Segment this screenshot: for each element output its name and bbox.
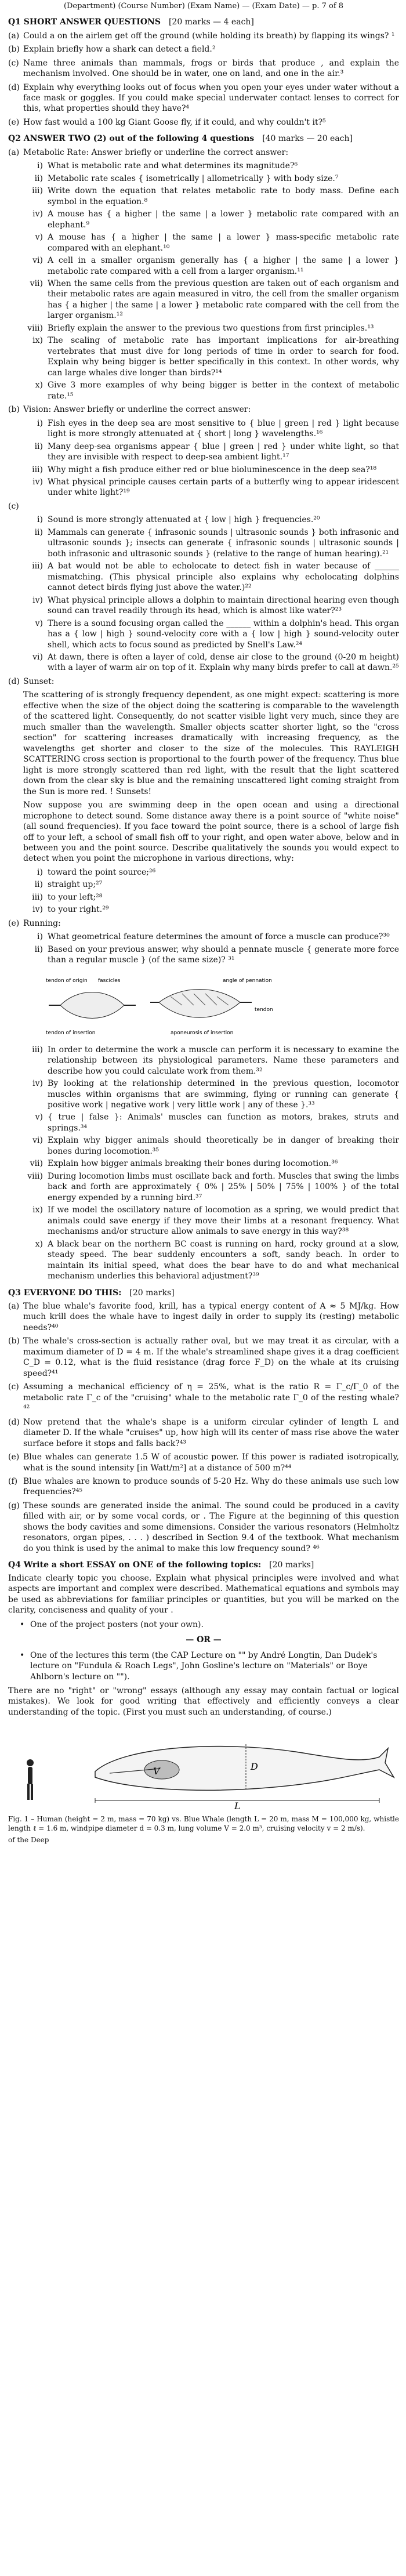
item-text: How fast would a 100 kg Giant Goose fly, if it could, and why couldn't it?⁵ bbox=[23, 117, 326, 127]
item-label: vii) bbox=[30, 279, 43, 288]
sub-question bbox=[23, 477, 399, 498]
part-heading bbox=[8, 147, 399, 158]
label-D: D bbox=[251, 1761, 258, 1773]
item-label: x) bbox=[35, 381, 43, 390]
question-1-title: Q1 SHORT ANSWER QUESTIONS [20 marks — 4 each] bbox=[8, 17, 254, 27]
item-label: iv) bbox=[32, 1079, 43, 1089]
sub-question bbox=[23, 1158, 399, 1169]
question-item bbox=[8, 1382, 399, 1414]
question-2-parts bbox=[8, 147, 399, 1282]
sub-question bbox=[23, 209, 399, 230]
question-1 bbox=[8, 17, 399, 128]
item-text: Explain how bigger animals breaking their bones during locomotion.³⁶ bbox=[48, 1159, 338, 1169]
item-text: Metabolic rate scales { isometrically | allometrically } with body size.⁷ bbox=[48, 173, 339, 183]
item-text: The whale's cross-section is actually rather oval, but we may treat it as circular, with a maximum diameter of D = 4 m. If the whale's streamlined shape gives it a drag coefficient C_D = 0.12, what is the fluid resistance (drag force F_D) on the whale at its cruising speed?⁴¹ bbox=[23, 1336, 399, 1378]
question-item bbox=[8, 58, 399, 79]
item-label: (b) bbox=[8, 1336, 20, 1346]
sub-question bbox=[23, 335, 399, 378]
question-part bbox=[8, 147, 399, 401]
item-text: In order to determine the work a muscle can perform it is necessary to examine the relationship between its physiological parameters. Name these parameters and describe how you could calculate work from them.³² bbox=[48, 1045, 399, 1076]
item-text: to your right.²⁹ bbox=[48, 905, 109, 915]
essay-option: • One of the lectures this term (the CAP Lecture on "" by André Longtin, Dan Dudek's lecture on "Fundula & Roach Legs", John Gosline's lecture on "Materials" or Boye Ahlborn's lecture on ""). bbox=[20, 1650, 378, 1682]
item-text: straight up;²⁷ bbox=[48, 880, 103, 890]
part-label: (c) bbox=[8, 501, 19, 511]
item-text: Explain why bigger animals should theoretically be in danger of breaking their bones during locomotion.³⁵ bbox=[48, 1136, 399, 1156]
question-part bbox=[8, 676, 399, 915]
bullet-icon: • bbox=[20, 1650, 25, 1660]
question-item bbox=[8, 1501, 399, 1554]
part-heading bbox=[8, 501, 399, 512]
question-1-items bbox=[8, 31, 399, 128]
question-item bbox=[8, 1476, 399, 1498]
item-text: Blue whales can generate 1.5 W of acoustic power. If this power is radiated isotropically, what is the sound intensity [in Watt/m²] at a distance of 500 m?⁴⁴ bbox=[23, 1452, 399, 1473]
item-label: iii) bbox=[32, 892, 43, 902]
sub-question bbox=[23, 1045, 399, 1077]
item-text: to your left;²⁸ bbox=[48, 892, 103, 902]
sub-question bbox=[23, 618, 399, 650]
part-paragraph: Now suppose you are swimming deep in the open ocean and using a directional microphone to detect sound. Some distance away there is a point source of "white noise" (all sound frequencies). If you face toward the point source, there is a school of large fish off to your left, a school of small fish off to your right, and open water above, below and in between you and the point source. Describe qualitatively the sounds you would expect to detect when you point the microphone in various directions, why: bbox=[23, 800, 399, 864]
item-text: Many deep-sea organisms appear { blue | green | red } under white light, so that they are invisible with respect to deep-sea ambient light.¹⁷ bbox=[48, 441, 399, 462]
human-silhouette-icon bbox=[27, 1759, 34, 1800]
whale-body bbox=[95, 1744, 394, 1803]
item-label: (d) bbox=[8, 82, 20, 92]
item-label: ix) bbox=[32, 1205, 43, 1215]
question-part bbox=[8, 404, 399, 498]
item-label: (c) bbox=[8, 1382, 19, 1392]
item-label: ii) bbox=[34, 880, 43, 890]
item-label: (a) bbox=[8, 1301, 20, 1311]
sub-question bbox=[23, 380, 399, 401]
item-text: Could a on the airlem get off the ground (while holding its breath) by flapping its wings? ¹ bbox=[23, 31, 395, 41]
sub-question bbox=[23, 932, 399, 942]
item-text: What physical principle causes certain parts of a butterfly wing to appear iridescent under white light?¹⁹ bbox=[48, 477, 399, 498]
sub-question bbox=[23, 1135, 399, 1157]
item-text: Now pretend that the whale's shape is a uniform circular cylinder of length L and diameter D. If the whale "cruises" up, how high will its center of mass rise above the water surface before it stops and falls back?⁴³ bbox=[23, 1417, 399, 1448]
sub-question bbox=[23, 186, 399, 207]
item-label: iv) bbox=[32, 595, 43, 605]
sub-question bbox=[23, 255, 399, 277]
item-label: vi) bbox=[32, 256, 43, 266]
sub-question bbox=[23, 652, 399, 673]
whale-illustration bbox=[8, 1722, 397, 1809]
sub-question bbox=[23, 1171, 399, 1203]
item-label: x) bbox=[35, 1239, 43, 1249]
item-label: i) bbox=[37, 932, 43, 942]
part-text: Sunset: bbox=[23, 676, 55, 686]
item-text: What geometrical feature determines the amount of force a muscle can produce?³⁰ bbox=[48, 932, 390, 942]
item-label: (f) bbox=[8, 1477, 18, 1486]
figure-caption: Fig. 1 – Human (height = 2 m, mass = 70 kg) vs. Blue Whale (length L = 20 m, mass M = 100,000 kg, whistle length ℓ = 1.6 m, windpipe diameter d = 0.3 m, lung volume V = 2.0 m³, cruising velocity v = 2 m/s). bbox=[8, 1814, 399, 1832]
pennate-muscle-diagram bbox=[43, 970, 275, 1040]
question-4 bbox=[8, 1560, 399, 1845]
item-text: Give 3 more examples of why being bigger is better in the context of metabolic rate.¹⁵ bbox=[48, 381, 399, 401]
question-item bbox=[8, 1417, 399, 1449]
sub-question bbox=[23, 515, 399, 525]
item-label: (c) bbox=[8, 58, 19, 68]
sub-question bbox=[23, 904, 399, 915]
item-text: Assuming a mechanical efficiency of η = 25%, what is the ratio R = Γ_c/Γ_0 of the metabolic rate Γ_c of the "cruising" whale to the metabolic rate Γ_0 of the resting whale?⁴² bbox=[23, 1382, 399, 1414]
label-tendon-origin: tendon of origin bbox=[46, 977, 88, 984]
label-tendon: tendon bbox=[255, 1006, 273, 1013]
sub-question bbox=[23, 879, 399, 890]
item-text: The blue whale's favorite food, krill, has a typical energy content of A ≈ 5 MJ/kg. How much krill does the whale have to ingest daily in order to supply its (resting) metabolic needs?⁴⁰ bbox=[23, 1301, 399, 1332]
part-heading bbox=[8, 918, 399, 929]
part-text: Running: bbox=[23, 918, 61, 928]
item-label: iii) bbox=[32, 1045, 43, 1055]
part-text: Vision: Answer briefly or underline the correct answer: bbox=[23, 405, 251, 415]
item-label: (e) bbox=[8, 117, 20, 127]
item-label: viii) bbox=[27, 323, 43, 333]
item-label: (d) bbox=[8, 1417, 20, 1427]
item-text: What is metabolic rate and what determines its magnitude?⁶ bbox=[48, 161, 298, 171]
question-4-closing: There are no "right" or "wrong" essays (although any essay may contain factual or logical mistakes). We look for good writing that effectively and efficiently conveys a clear understanding of the topic. (First you must such an understanding, of course.) bbox=[8, 1686, 399, 1717]
page-header: (Department) (Course Number) (Exam Name) — (Exam Date) — p. 7 of 8 bbox=[63, 2, 344, 10]
label-tendon-insertion: tendon of insertion bbox=[46, 1030, 96, 1036]
item-label: vii) bbox=[30, 1159, 43, 1169]
part-heading bbox=[8, 404, 399, 415]
sub-question bbox=[23, 561, 399, 593]
item-label: (b) bbox=[8, 45, 20, 55]
sub-question bbox=[23, 161, 399, 171]
item-text: Why might a fish produce either red or blue bioluminescence in the deep sea?¹⁸ bbox=[48, 465, 377, 474]
question-2-title: Q2 ANSWER TWO (2) out of the following 4 questions [40 marks — 20 each] bbox=[8, 134, 353, 144]
item-label: i) bbox=[37, 418, 43, 428]
item-label: (e) bbox=[8, 1452, 20, 1462]
muscle-figure bbox=[43, 970, 399, 1040]
sub-question bbox=[23, 1078, 399, 1110]
question-item bbox=[8, 82, 399, 114]
item-label: iv) bbox=[32, 905, 43, 915]
part-label: (e) bbox=[8, 918, 20, 928]
item-label: viii) bbox=[27, 1171, 43, 1181]
item-text: Fish eyes in the deep sea are most sensitive to { blue | green | red } light because light is more strongly attenuated at { short | long } wavelengths.¹⁶ bbox=[48, 418, 399, 439]
item-text: A black bear on the northern BC coast is running on hard, rocky ground at a slow, steady speed. The bear suddenly encounters a soft, sandy beach. In order to maintain its initial speed, what does the bear have to do and what mechanical mechanism underlies this behavioral adjustment?³⁹ bbox=[48, 1239, 399, 1281]
question-item bbox=[8, 44, 399, 55]
item-label: iii) bbox=[32, 186, 43, 196]
sub-question bbox=[23, 173, 399, 184]
sub-question bbox=[23, 278, 399, 321]
part-paragraph: The scattering of is strongly frequency dependent, as one might expect: scattering is more effective when the size of the object doing the scattering is comparable to the wavelength of the scattered light. Consequently, do not scatter visible light very much, since they are much smaller than the wavelength. Smaller objects scatter shorter light, so the "cross section" for scattering increases dramatically with increasing frequency, as the wavelengths get shorter and closer to the size of the molecules. This RAYLEIGH SCATTERING cross section is proportional to the fourth power of the frequency. Thus blue light is more strongly scattered than red light, with the result that the light scattered down from the clear sky is blue and the remaining unscattered light coming straight from the Sun is more red. ! Sunsets! bbox=[23, 690, 399, 796]
item-label: v) bbox=[35, 233, 43, 242]
item-text: There is a sound focusing organ called the ______ within a dolphin's head. This organ has a { low | high } sound-velocity core with a { low | high } sound-velocity outer shell, which acts to focus sound as predicted by Snell's Law.²⁴ bbox=[48, 618, 399, 650]
item-text: Name three animals than mammals, frogs or birds that produce , and explain the mechanism involved. One should be in water, one on land, and one in the air.³ bbox=[23, 58, 399, 79]
part-label: (a) bbox=[8, 147, 20, 157]
question-4-intro: Indicate clearly topic you choose. Explain what physical principles were involved and what aspects are important and complex were described. Mathematical equations and symbols may be used as abbreviations for familiar principles or quantities, but you will be marked on the clarity, conciseness and quality of your . bbox=[8, 1573, 399, 1615]
label-V: V bbox=[153, 1766, 160, 1777]
part-heading bbox=[8, 676, 399, 687]
item-text: A bat would not be able to echolocate to detect fish in water because of ______ mismatching. (This physical principle also explains why echolocating dolphins cannot detect birds flying just above the water.)²² bbox=[48, 561, 399, 593]
question-3 bbox=[8, 1288, 399, 1555]
essay-option: • One of the project posters (not your own). bbox=[20, 1619, 204, 1629]
question-3-title: Q3 EVERYONE DO THIS: [20 marks] bbox=[8, 1288, 175, 1298]
sub-question bbox=[23, 595, 399, 617]
item-text: A mouse has { a higher | the same | a lower } metabolic rate compared with an elephant.⁹ bbox=[48, 209, 399, 230]
item-text: A mouse has { a higher | the same | a lower } mass-specific metabolic rate compared with an elephant.¹⁰ bbox=[48, 233, 399, 253]
item-label: i) bbox=[37, 515, 43, 525]
item-text: Briefly explain the answer to the previous two questions from first principles.¹³ bbox=[48, 323, 374, 333]
part-label: (d) bbox=[8, 676, 20, 686]
item-label: ii) bbox=[34, 441, 43, 451]
sub-question bbox=[23, 323, 399, 334]
item-label: iii) bbox=[32, 465, 43, 474]
item-label: ii) bbox=[34, 944, 43, 954]
item-label: v) bbox=[35, 618, 43, 628]
item-text: By looking at the relationship determined in the previous question, locomotor muscles within organisms that are swimming, flying or running can generate { positive work | negative work | very little work | any of these }.³³ bbox=[48, 1079, 399, 1110]
item-text: Explain briefly how a shark can detect a field.² bbox=[23, 45, 216, 55]
question-item bbox=[8, 1301, 399, 1333]
label-L: L bbox=[234, 1800, 241, 1810]
sub-question bbox=[23, 944, 399, 966]
sub-question bbox=[23, 1205, 399, 1237]
item-label: ii) bbox=[34, 173, 43, 183]
item-text: Based on your previous answer, why should a pennate muscle { generate more force than a regular muscle } (of the same size)? ³¹ bbox=[48, 944, 399, 965]
item-text: If we model the oscillatory nature of locomotion as a spring, we would predict that animals could save energy if they move their limbs at a resonant frequency. What mechanisms and/or structure allow animals to save energy in this way?³⁸ bbox=[48, 1205, 399, 1237]
label-aponeurosis: aponeurosis of insertion bbox=[171, 1030, 234, 1036]
item-text: Write down the equation that relates metabolic rate to body mass. Define each symbol in the equation.⁸ bbox=[48, 186, 399, 206]
label-angle-pennation: angle of pennation bbox=[223, 977, 272, 984]
part-label: (b) bbox=[8, 405, 20, 415]
item-text: The scaling of metabolic rate has important implications for air-breathing vertebrates that must dive for long periods of time in order to search for food. Explain why being bigger is better specifically in this context. In other words, why can large whales dive longer than birds?¹⁴ bbox=[48, 336, 399, 378]
label-fascicles: fascicles bbox=[98, 977, 121, 984]
item-text: When the same cells from the previous question are taken out of each organism and their metabolic rates are again measured in vitro, the cell from the smaller organism has { a higher | the same | a lower } metabolic rate compared with the cell from the larger organism.¹² bbox=[48, 279, 399, 321]
whale-figure bbox=[8, 1722, 399, 1845]
item-text: These sounds are generated inside the animal. The sound could be produced in a cavity filled with air, or by some vocal cords, or . The Figure at the beginning of this question shows the body cavities and some dimensions. Consider the various resonators (Helmholtz resonators, organ pipes, . . . ) described in Section 9.4 of the textbook. What mechanism do you think is used by the animal to make this low frequency sound? ⁴⁶ bbox=[23, 1501, 399, 1553]
sub-question bbox=[23, 465, 399, 475]
item-label: v) bbox=[35, 1113, 43, 1122]
item-text: Blue whales are known to produce sounds of 5-20 Hz. Why do these animals use such low frequencies?⁴⁵ bbox=[23, 1477, 399, 1497]
part-text bbox=[23, 501, 399, 512]
question-2 bbox=[8, 133, 399, 1281]
item-label: iv) bbox=[32, 209, 43, 219]
question-item bbox=[8, 1336, 399, 1379]
question-part bbox=[8, 501, 399, 673]
sub-question bbox=[23, 527, 399, 559]
item-label: i) bbox=[37, 161, 43, 171]
item-label: ix) bbox=[32, 336, 43, 346]
item-text: During locomotion limbs must oscillate back and forth. Muscles that swing the limbs back and forth are approximately { 0% | 25% | 50% | 75% | 100% } of the total energy expended by a running bird.³⁷ bbox=[48, 1171, 399, 1202]
item-label: (a) bbox=[8, 31, 20, 41]
sub-question bbox=[23, 892, 399, 903]
item-text: A cell in a smaller organism generally has { a higher | the same | a lower } metabolic rate compared with a cell from a larger organism.¹¹ bbox=[48, 256, 399, 276]
sub-question bbox=[23, 867, 399, 878]
question-item bbox=[8, 117, 399, 128]
question-part bbox=[8, 918, 399, 1282]
item-label: iv) bbox=[32, 477, 43, 487]
item-text: Explain why everything looks out of focus when you open your eyes under water without a face mask or goggles. If you could make special underwater contact lenses to correct for this, what properties should they have?⁴ bbox=[23, 82, 399, 114]
sub-question bbox=[23, 441, 399, 463]
item-text: What physical principle allows a dolphin to maintain directional hearing even though sound can travel readily through its head, which is almost like water?²³ bbox=[48, 595, 399, 616]
item-text: toward the point source;²⁶ bbox=[48, 867, 156, 877]
sub-question bbox=[23, 418, 399, 440]
question-3-items bbox=[8, 1301, 399, 1554]
figure-caption-tail: of the Deep bbox=[8, 1835, 49, 1844]
item-text: Sound is more strongly attenuated at { low | high } frequencies.²⁰ bbox=[48, 515, 320, 525]
question-item bbox=[8, 1452, 399, 1473]
part-text: Metabolic Rate: Answer briefly or underline the correct answer: bbox=[23, 147, 289, 157]
item-label: iii) bbox=[32, 561, 43, 571]
item-label: vi) bbox=[32, 1136, 43, 1146]
bullet-icon: • bbox=[20, 1619, 25, 1629]
item-text: At dawn, there is often a layer of cold, dense air close to the ground (0-20 m height) with a layer of warm air on top of it. Explain why many birds prefer to call at dawn.²⁵ bbox=[48, 653, 399, 673]
item-label: i) bbox=[37, 867, 43, 877]
question-item bbox=[8, 31, 399, 41]
item-label: ii) bbox=[34, 527, 43, 537]
item-text: Mammals can generate { infrasonic sounds | ultrasonic sounds } both infrasonic and ultrasonic sounds }; insects can generate { infrasonic sounds | ultrasonic sounds | both infrasonic and ultrasonic sounds } (relative to the range of human hearing).²¹ bbox=[48, 527, 399, 559]
item-label: (g) bbox=[8, 1501, 20, 1510]
item-label: vi) bbox=[32, 653, 43, 662]
sub-question bbox=[23, 1112, 399, 1133]
sub-question bbox=[23, 1239, 399, 1282]
or-separator: — OR — bbox=[186, 1635, 222, 1645]
sub-question bbox=[23, 232, 399, 253]
question-4-title: Q4 Write a short ESSAY on ONE of the following topics: [20 marks] bbox=[8, 1560, 314, 1570]
item-text: { true | false }: Animals' muscles can function as motors, brakes, struts and springs.³⁴ bbox=[48, 1113, 399, 1133]
